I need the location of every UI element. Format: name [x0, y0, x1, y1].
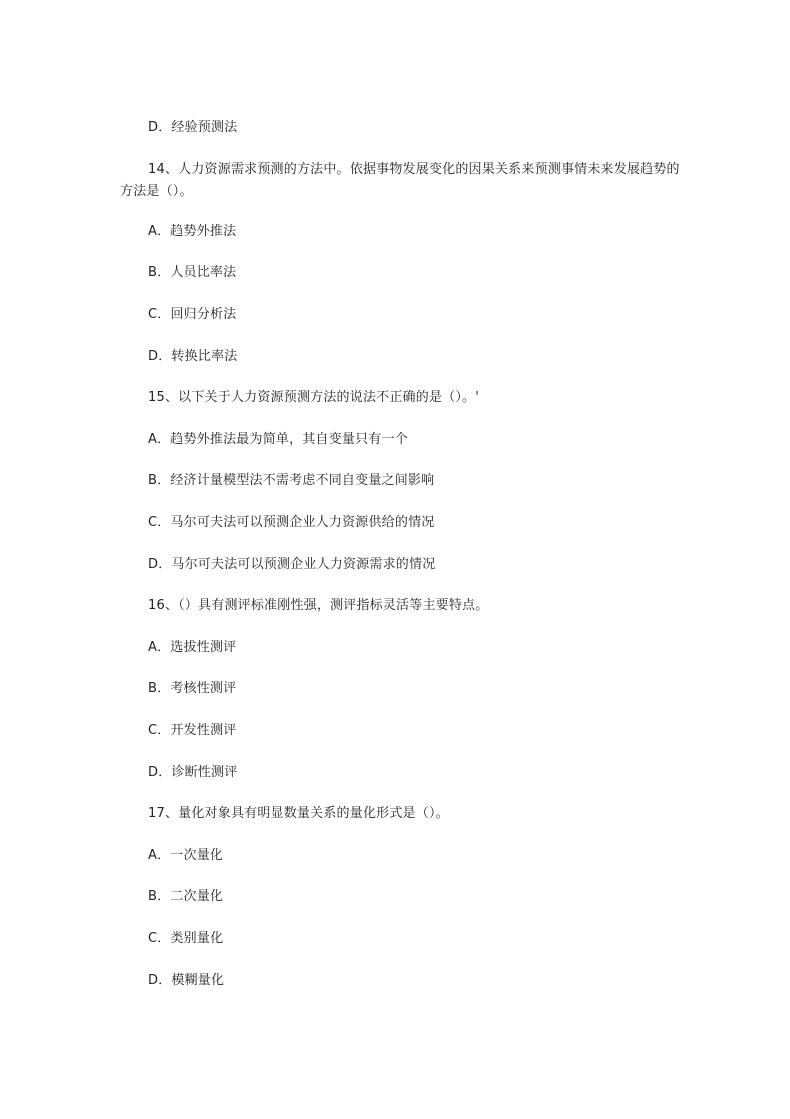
option-c-q16: C．开发性测评 — [148, 723, 237, 738]
option-b-q17: B．二次量化 — [148, 889, 224, 904]
option-a-q16: A．选拔性测评 — [148, 640, 237, 655]
option-d-q14: D．转换比率法 — [148, 349, 238, 364]
option-a-q17: A．一次量化 — [148, 848, 224, 863]
option-d-q15: D．马尔可夫法可以预测企业人力资源需求的情况 — [148, 557, 436, 572]
option-d-q13: D．经验预测法 — [148, 120, 238, 135]
option-b-q15: B．经济计量模型法不需考虑不同自变量之间影响 — [148, 473, 435, 488]
option-c-q14: C．回归分析法 — [148, 307, 237, 322]
option-b-q16: B．考核性测评 — [148, 681, 237, 696]
option-b-q14: B．人员比率法 — [148, 265, 237, 280]
option-a-q15: A．趋势外推法最为简单，其自变量只有一个 — [148, 432, 408, 447]
option-d-q17: D．模糊量化 — [148, 973, 225, 988]
option-c-q15: C．马尔可夫法可以预测企业人力资源供给的情况 — [148, 515, 435, 530]
option-a-q14: A．趋势外推法 — [148, 224, 237, 239]
option-c-q17: C．类别量化 — [148, 931, 224, 946]
option-d-q16: D．诊断性测评 — [148, 765, 238, 780]
question-14: 14、人力资源需求预测的方法中。依据事物发展变化的因果关系来预测事情未来发展趋势的方法是（）。 — [120, 162, 680, 199]
question-17: 17、量化对象具有明显数量关系的量化形式是（）。 — [148, 806, 449, 821]
question-16: 16、（）具有测评标准刚性强，测评指标灵活等主要特点。 — [148, 598, 489, 613]
question-15: 15、以下关于人力资源预测方法的说法不正确的是（）。' — [148, 390, 480, 405]
